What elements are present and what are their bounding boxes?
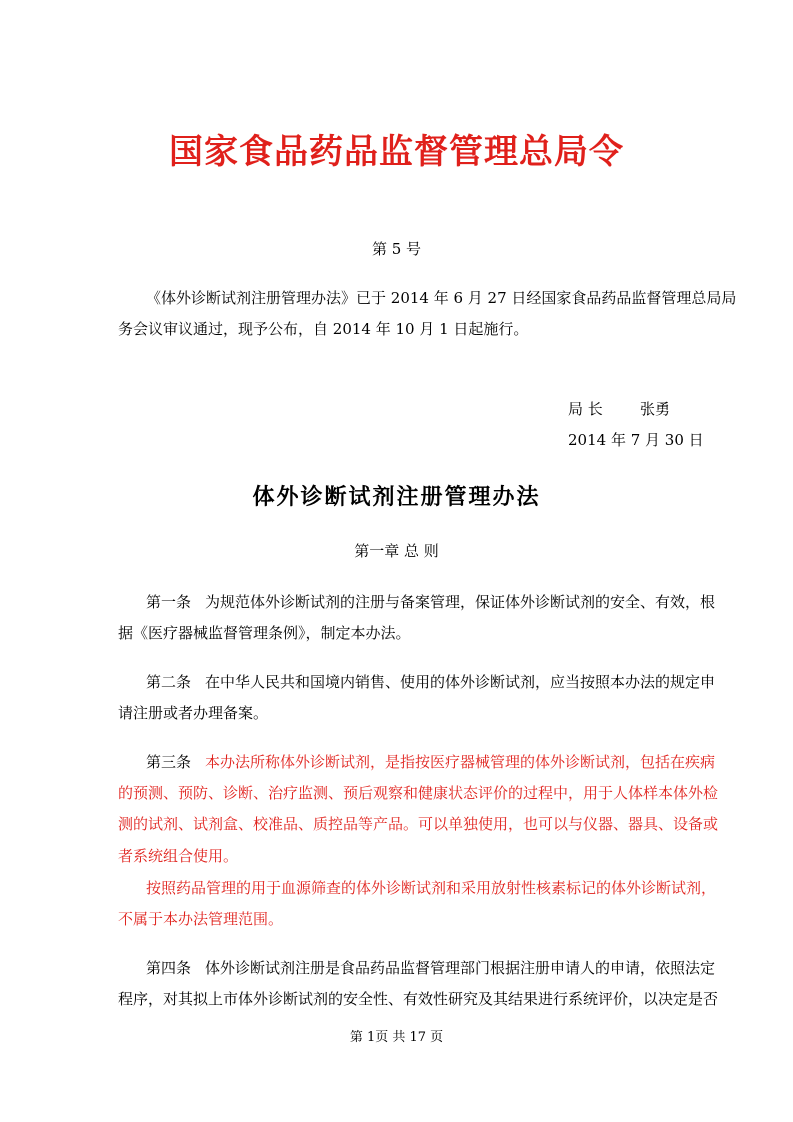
article-2-line-2: 请注册或者办理备案。 <box>118 704 269 722</box>
article-1-label: 第一条 <box>146 593 192 611</box>
article-3-para-2-line-1: 按照药品管理的用于血源筛查的体外诊断试剂和采用放射性核素标记的体外诊断试剂， <box>146 879 717 897</box>
announcement-line-2: 务会议审议通过，现予公布，自 2014 年 10 月 1 日起施行。 <box>118 320 529 338</box>
article-3-para-2-line-2: 不属于本办法管理范围。 <box>118 910 284 928</box>
article-1-line-2: 据《医疗器械监督管理条例》，制定本办法。 <box>118 624 411 642</box>
article-4-line-2: 程序，对其拟上市体外诊断试剂的安全性、有效性研究及其结果进行系统评价，以决定是否 <box>118 990 719 1008</box>
announcement-line-1: 《体外诊断试剂注册管理办法》已于 2014 年 6 月 27 日经国家食品药品监督管理总局局 <box>146 289 737 307</box>
article-3-label: 第三条 <box>146 753 192 771</box>
page-footer: 第 1页 共 17 页 <box>349 1030 444 1045</box>
signature-date: 2014 年 7 月 30 日 <box>568 431 704 449</box>
article-4-line-1 <box>146 952 715 984</box>
regulation-title: 体外诊断试剂注册管理办法 <box>252 485 541 510</box>
signature-title: 局 长 <box>568 400 603 418</box>
signature-name: 张勇 <box>640 400 671 418</box>
article-3-line-2: 的预测、预防、诊断、治疗监测、预后观察和健康状态评价的过程中，用于人体样本体外检 <box>118 784 719 802</box>
article-4-text: 体外诊断试剂注册是食品药品监督管理部门根据注册申请人的申请，依照法定 <box>205 959 716 977</box>
chapter-heading: 第一章 总 则 <box>354 542 439 560</box>
order-number: 第 5 号 <box>371 240 422 258</box>
article-2-line-1 <box>146 666 715 698</box>
article-2-label: 第二条 <box>146 673 192 691</box>
article-3-line-3: 测的试剂、试剂盒、校准品、质控品等产品。可以单独使用，也可以与仪器、器具、设备或 <box>118 815 719 833</box>
article-4-label: 第四条 <box>146 959 192 977</box>
article-3-text: 本办法所称体外诊断试剂，是指按医疗器械管理的体外诊断试剂，包括在疾病 <box>205 753 716 771</box>
article-2-text: 在中华人民共和国境内销售、使用的体外诊断试剂，应当按照本办法的规定申 <box>205 673 716 691</box>
order-header-title: 国家食品药品监督管理总局令 <box>169 132 624 172</box>
article-3-line-1 <box>146 746 715 778</box>
article-1-line-1 <box>146 586 715 618</box>
article-3-line-4: 者系统组合使用。 <box>118 847 239 865</box>
article-1-text: 为规范体外诊断试剂的注册与备案管理，保证体外诊断试剂的安全、有效，根 <box>205 593 716 611</box>
